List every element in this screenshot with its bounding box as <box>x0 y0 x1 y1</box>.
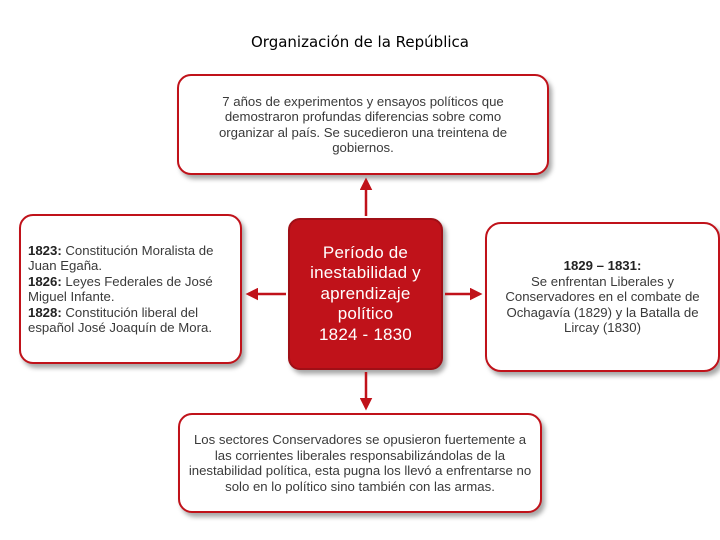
center-line: 1824 - 1830 <box>319 324 412 344</box>
center-line: aprendizaje <box>320 283 411 303</box>
center-line: inestabilidad y <box>310 263 421 283</box>
top-box-text: 7 años de experimentos y ensayos políticos que demostraron profundas diferencias sobre como organizar al país. Se sucedieron una treintena de gobiernos. <box>218 93 508 155</box>
left-item-year: 1826: <box>28 273 62 289</box>
left-item-year: 1823: <box>28 242 62 258</box>
right-box-heading: 1829 – 1831: <box>563 258 642 274</box>
page-title: Organización de la República <box>251 33 469 51</box>
center-line: Período de <box>322 242 409 262</box>
bottom-box-text: Los sectores Conservadores se opusieron fuertemente a las corrientes liberales responsabilizándolas de la inestabilidad política, esta pugna los llevó a enfrentarse no solo en lo político sino también con las armas. <box>188 432 532 494</box>
right-box-body: Se enfrentan Liberales y Conservadores en el combate de Ochagavía (1829) y la Batalla de Lircay (1830) <box>505 273 700 336</box>
left-item-text: Leyes Federales de José Miguel Infante. <box>28 273 213 304</box>
left-item-year: 1828: <box>28 304 62 320</box>
left-item-text: Constitución liberal del español José Joaquín de Mora. <box>28 304 213 335</box>
left-item-text: Constitución Moralista de Juan Egaña. <box>28 242 214 273</box>
center-line: político <box>337 304 394 324</box>
